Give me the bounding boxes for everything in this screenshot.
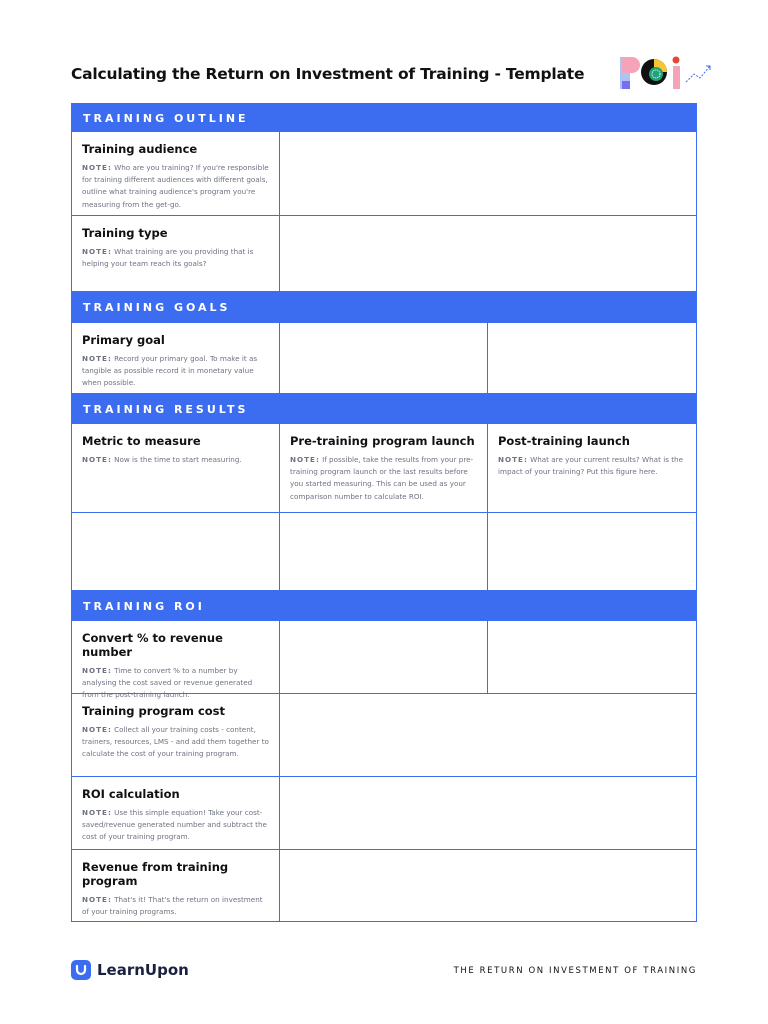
row-revenue-from-training xyxy=(72,850,696,921)
learnupon-mark-icon xyxy=(71,960,91,980)
learnupon-logo[interactable] xyxy=(71,960,189,980)
field-label: Post-training launch xyxy=(498,434,630,448)
post-training-input[interactable] xyxy=(488,513,696,590)
label-cell xyxy=(72,132,280,215)
field-label: Convert % to revenue number xyxy=(82,631,223,659)
row-convert-revenue xyxy=(72,621,696,700)
program-cost-input[interactable] xyxy=(280,694,696,776)
row-primary-goal xyxy=(72,323,696,394)
field-note: NOTE: Use this simple equation! Take your cost-saved/revenue generated number and subtract the cost of your training program. xyxy=(82,808,267,842)
brand-name: LearnUpon xyxy=(97,961,189,979)
primary-goal-input[interactable] xyxy=(280,323,488,393)
field-note: NOTE: Now is the time to start measuring. xyxy=(82,455,242,464)
label-cell xyxy=(72,777,280,849)
field-note: NOTE: Who are you training? If you're responsible for training different audiences with different goals, outline what training audience's program you're measuring from the get-go. xyxy=(82,163,269,209)
field-note: NOTE: That's it! That's the return on investment of your training programs. xyxy=(82,895,263,917)
row-training-audience xyxy=(72,132,696,216)
label-cell xyxy=(72,694,280,776)
section-title: TRAINING GOALS xyxy=(83,301,231,314)
convert-revenue-input-2[interactable] xyxy=(488,621,696,693)
field-note: NOTE: What are your current results? What is the impact of your training? Put this figure here. xyxy=(498,455,684,477)
row-program-cost xyxy=(72,694,696,777)
page-title: Calculating the Return on Investment of Training - Template xyxy=(71,65,585,83)
row-training-type xyxy=(72,216,696,292)
field-label: ROI calculation xyxy=(82,787,180,801)
convert-revenue-input[interactable] xyxy=(280,621,488,693)
metric-input[interactable] xyxy=(72,513,280,590)
metric-cell xyxy=(72,424,280,512)
row-roi-calculation xyxy=(72,777,696,850)
field-note: NOTE: If possible, take the results from your pre-training program launch or the last results before you started measuring. This can be used as your comparison number to calculate ROI. xyxy=(290,455,474,501)
primary-goal-input-2[interactable] xyxy=(488,323,696,393)
field-label: Metric to measure xyxy=(82,434,201,448)
field-label: Primary goal xyxy=(82,333,165,347)
label-cell xyxy=(72,216,280,291)
field-label: Training program cost xyxy=(82,704,226,718)
section-title: TRAINING RESULTS xyxy=(83,402,249,416)
roi-calculation-input[interactable] xyxy=(280,777,696,849)
field-label: Revenue from training program xyxy=(82,860,229,888)
section-title: TRAINING ROI xyxy=(83,599,205,613)
section-header-roi xyxy=(72,591,696,621)
post-training-cell xyxy=(488,424,696,512)
pre-training-input[interactable] xyxy=(280,513,488,590)
roi-logo xyxy=(618,54,718,92)
field-note: NOTE: Record your primary goal. To make it as tangible as possible record it in monetary value when possible. xyxy=(82,354,258,388)
footer-tagline: THE RETURN ON INVESTMENT OF TRAINING xyxy=(453,966,697,976)
pre-training-cell xyxy=(280,424,488,512)
label-cell xyxy=(72,323,280,393)
roi-template-form xyxy=(71,103,697,922)
field-note: NOTE: What training are you providing that is helping your team reach its goals? xyxy=(82,247,254,269)
field-label: Pre-training program launch xyxy=(290,434,475,448)
row-results-inputs xyxy=(72,513,696,591)
revenue-from-training-input[interactable] xyxy=(280,850,696,921)
field-note: NOTE: Collect all your training costs - content, trainers, resources, LMS - and add them together to calculate the cost of your training program. xyxy=(82,725,269,759)
field-note: NOTE: Time to convert % to a number by analysing the cost saved or revenue generated from the post-training launch. xyxy=(82,666,253,700)
field-label: Training audience xyxy=(82,142,198,156)
section-title: TRAINING OUTLINE xyxy=(83,111,249,125)
training-type-input[interactable] xyxy=(280,216,696,291)
label-cell xyxy=(72,621,280,700)
field-label: Training type xyxy=(82,226,168,240)
label-cell xyxy=(72,850,280,921)
training-audience-input[interactable] xyxy=(280,132,696,215)
section-header-goals xyxy=(72,292,696,323)
section-header-results xyxy=(72,394,696,424)
section-header-outline xyxy=(72,104,696,132)
row-results-headers xyxy=(72,424,696,513)
